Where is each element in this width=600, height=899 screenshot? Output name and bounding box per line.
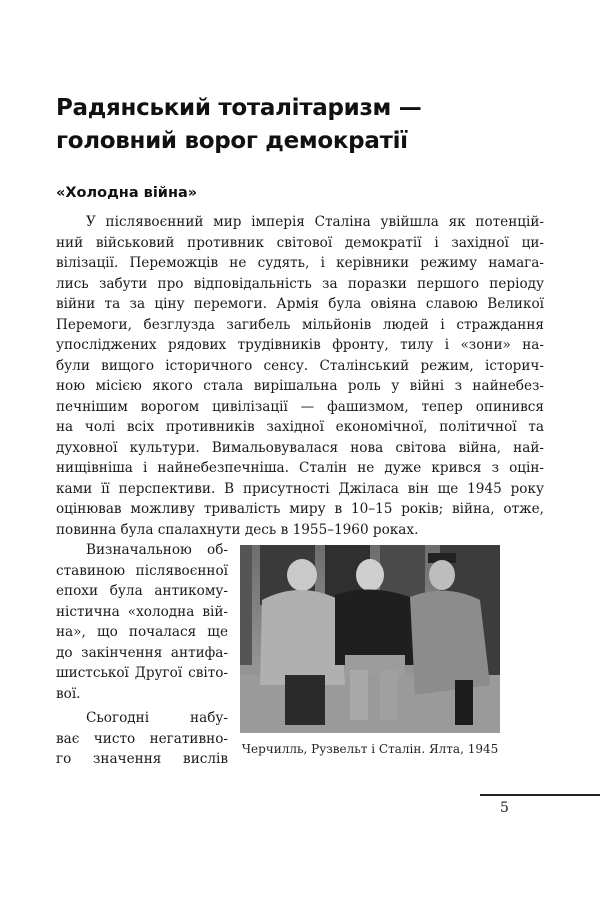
text-line: лись забути про відповідальність за поразки першого періоду — [56, 275, 544, 292]
text-line: У післявоєнний мир імперія Сталіна увійшла як потенцій- — [86, 214, 544, 230]
chapter-title — [56, 92, 536, 158]
text-line: вілізації. Переможців не судять, і керівники режиму намага- — [56, 255, 544, 271]
chapter-title-line-2: головний ворог демократії — [56, 128, 408, 154]
paragraph-3 — [56, 708, 228, 770]
text-line: ною місією якого стала вирішальна роль у війні з найнебез- — [56, 378, 544, 394]
text-line: Визначальною об- — [86, 542, 228, 558]
text-line: духовної культури. Вимальовувалася нова світова війна, най- — [56, 439, 544, 456]
paragraph-1 — [56, 212, 544, 540]
text-line: Сьогодні набу- — [86, 710, 228, 726]
text-line: до закінчення антифа- — [56, 644, 228, 661]
paragraph-2 — [56, 540, 228, 704]
text-line: упосліджених рядових трудівників фронту, тилу і «зони» на- — [56, 337, 544, 353]
page-number: 5 — [500, 800, 509, 816]
side-column-text — [56, 540, 228, 770]
text-line: го значення вислів — [56, 751, 228, 767]
text-line: ністична «холодна вій- — [56, 603, 228, 620]
text-line: повинна була спалахнути десь в 1955–1960 роках. — [56, 521, 419, 538]
text-line: ками її перспективи. В присутності Джіласа він ще 1945 року — [56, 480, 544, 497]
text-line: ний військовий противник світової демократії і західної ци- — [56, 234, 544, 251]
text-line: печнішим ворогом цивілізації — фашизмом, тепер опинився — [56, 398, 544, 415]
photo-illustration — [240, 545, 500, 733]
text-line: нищівніша і найнебезпечніша. Сталін не дуже крився з оцін- — [56, 460, 544, 476]
text-line: епохи була антикому- — [56, 583, 228, 599]
section-heading: «Холодна війна» — [56, 185, 198, 201]
text-line: вої. — [56, 685, 81, 702]
text-line: ставиною післявоєнної — [56, 562, 228, 579]
text-line: на», що почалася ще — [56, 624, 228, 640]
text-line: оцінював можливу тривалість миру в 10–15 років; війна, отже, — [56, 501, 544, 517]
text-line: були вищого історичного сенсу. Сталінський режим, історич- — [56, 357, 544, 374]
text-line: ває чисто негативно- — [56, 730, 228, 747]
text-line: війни та за ціну перемоги. Армія була овіяна славою Великої — [56, 296, 544, 312]
text-line: на чолі всіх противників західної економічної, політичної та — [56, 419, 544, 435]
text-line: шистської Другої світо- — [56, 665, 228, 681]
historical-photo-yalta — [240, 545, 500, 733]
text-line: Перемоги, безглузда загибель мільйонів людей і страждання — [56, 316, 544, 333]
chapter-title-line-1: Радянський тоталітаризм — — [56, 95, 422, 121]
photo-caption: Черчилль, Рузвельт і Сталін. Ялта, 1945 — [241, 742, 499, 756]
footer-rule — [480, 794, 600, 796]
